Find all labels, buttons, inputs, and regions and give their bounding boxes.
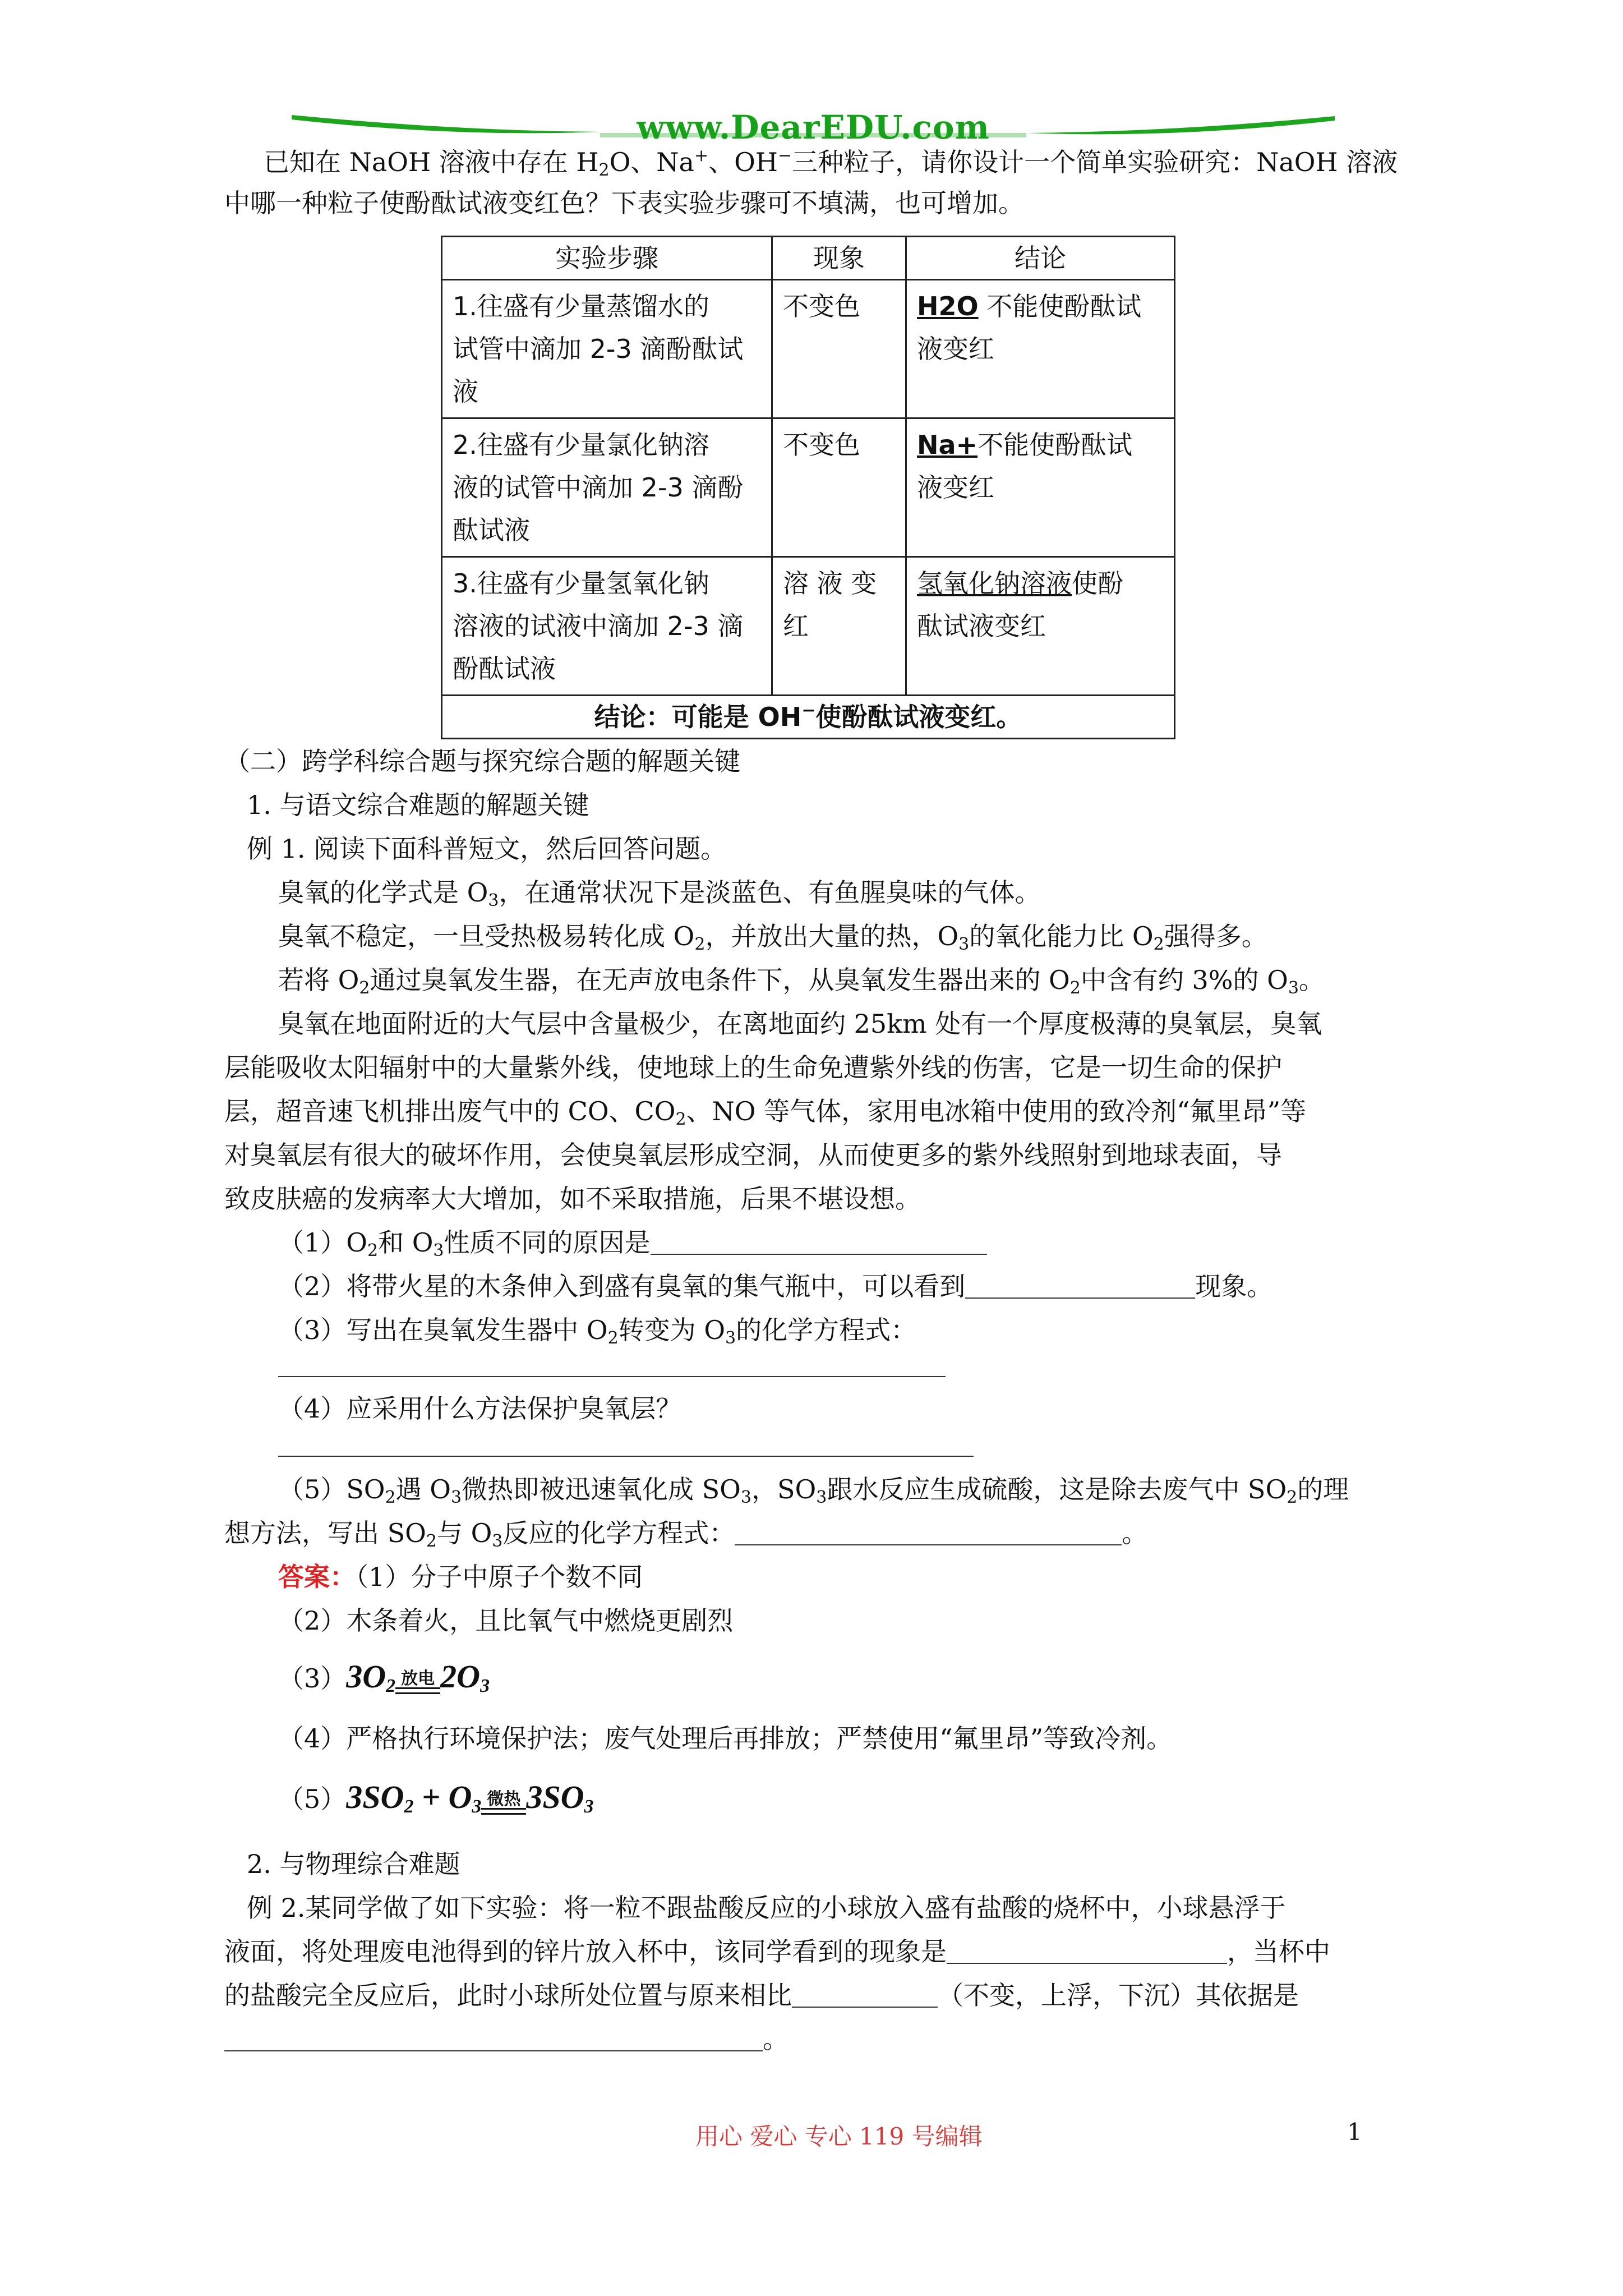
question-4-blank-line xyxy=(278,1428,974,1461)
header-steps: 实验步骤 xyxy=(442,237,772,280)
answer-blank[interactable] xyxy=(651,1229,987,1255)
answer-4: （4）严格执行环境保护法；废气处理后再排放；严禁使用“氟里昂”等致冷剂。 xyxy=(278,1723,1173,1754)
paragraph-3: 若将 $O_2$通过臭氧发生器，在无声放电条件下，从臭氧发生器出来的 $O_2$中含有约 3%的 $O_3$。 xyxy=(278,965,1325,998)
example-2-line-2: 液面，将处理废电池得到的锌片放入杯中，该同学看到的现象是 ，当杯中 xyxy=(224,1936,1330,1967)
question-3: （3）写出在臭氧发生器中 $O_2$转变为 $O_3$的化学方程式： xyxy=(278,1315,917,1348)
step-cell: 3.往盛有少量氢氧化钠 溶液的试液中滴加 2-3 滴 酚酞试液 xyxy=(442,557,772,696)
site-header xyxy=(286,104,1340,149)
example-2-line-4: 。 xyxy=(224,2023,789,2055)
question-2: （2）将带火星的木条伸入到盛有臭氧的集气瓶中，可以看到 现象。 xyxy=(278,1271,1273,1301)
page-footer: 用心 爱心 专心 119 号编辑 xyxy=(695,2123,983,2150)
step-cell: 2.往盛有少量氯化钠溶 液的试管中滴加 2-3 滴酚 酞试液 xyxy=(442,418,772,557)
table-header-row xyxy=(442,237,1175,280)
paragraph-4-line-1: 臭氧在地面附近的大气层中含量极少，在离地面约 25km 处有一个厚度极薄的臭氧层，臭氧 xyxy=(278,1009,1322,1039)
example-1-title: 例 1. 阅读下面科普短文，然后回答问题。 xyxy=(247,834,727,864)
table-row xyxy=(442,557,1175,696)
conclusion-cell: 氢氧化钠溶液使酚 酞试液变红 xyxy=(906,557,1175,696)
answer-5-equation: $(5)3SO_2 + O_3$ 微热 $3SO_3$ xyxy=(278,1779,594,1817)
question-1: $(1)O_2$和 $O_3$性质不同的原因是 xyxy=(278,1226,987,1259)
table-summary-row xyxy=(442,696,1175,739)
phenomenon-cell: 不变色 xyxy=(772,418,906,557)
answer-blank[interactable] xyxy=(792,1982,938,2008)
paragraph-4-line-2: 层能吸收太阳辐射中的大量紫外线，使地球上的生命免遭紫外线的伤害，它是一切生命的保护 xyxy=(224,1052,1282,1083)
answer-label: 答案： xyxy=(278,1562,356,1592)
conclusion-cell: H2O 不能使酚酞试 液变红 xyxy=(906,280,1175,418)
section-heading: （二）跨学科综合题与探究综合题的解题关键 xyxy=(224,746,740,776)
answer-blank[interactable] xyxy=(224,2026,763,2051)
summary-cell: 结论：可能是 OH−使酚酞试液变红。 xyxy=(442,696,1175,739)
example-2-line-1: 例 2.某同学做了如下实验：将一粒不跟盐酸反应的小球放入盛有盐酸的烧杯中，小球悬浮于 xyxy=(247,1893,1286,1923)
phenomenon-cell: 不变色 xyxy=(772,280,906,418)
header-conclusion: 结论 xyxy=(906,237,1175,280)
answer-3-equation: $(3)3O_2$ 放电 $2O_3$ xyxy=(278,1658,490,1696)
answer-blank[interactable] xyxy=(947,1938,1227,1964)
paragraph-1: 臭氧的化学式是 $O_3$，在通常状况下是淡蓝色、有鱼腥臭味的气体。 xyxy=(278,877,1041,910)
answer-blank[interactable] xyxy=(278,1431,974,1457)
answer-1: 答案：（1）分子中原子个数不同 xyxy=(278,1562,643,1592)
question-5-line-2: 想方法，写出 $SO_2$与 $O_3$反应的化学方程式： 。 xyxy=(224,1518,1148,1551)
question-3-blank-line xyxy=(278,1349,946,1381)
header-phenomenon: 现象 xyxy=(772,237,906,280)
example-2-line-3: 的盐酸完全反应后，此时小球所处位置与原来相比 （不变，上浮，下沉）其依据是 xyxy=(224,1980,1299,2010)
answer-blank[interactable] xyxy=(735,1520,1122,1545)
intro-line-2: 中哪一种粒子使酚酞试液变红色？下表实验步骤可不填满，也可增加。 xyxy=(224,188,1024,218)
phenomenon-cell: 溶 液 变 红 xyxy=(772,557,906,696)
experiment-table xyxy=(441,236,1175,739)
conclusion-cell: Na+不能使酚酞试 液变红 xyxy=(906,418,1175,557)
site-logo-text[interactable]: www.DearEDU.com xyxy=(637,108,990,146)
table-row xyxy=(442,280,1175,418)
answer-blank[interactable] xyxy=(278,1351,946,1377)
answer-2: （2）木条着火，且比氧气中燃烧更剧烈 xyxy=(278,1605,734,1636)
table-row xyxy=(442,418,1175,557)
subsection-heading: 2. 与物理综合难题 xyxy=(247,1849,460,1879)
paragraph-4-line-4: 对臭氧层有很大的破坏作用，会使臭氧层形成空洞，从而使更多的紫外线照射到地球表面，导 xyxy=(224,1140,1282,1170)
paragraph-2: 臭氧不稳定，一旦受热极易转化成 $O_2$，并放出大量的热，$O_3$的氧化能力比 $O_2$强得多。 xyxy=(278,921,1267,954)
step-cell: 1.往盛有少量蒸馏水的 试管中滴加 2-3 滴酚酞试 液 xyxy=(442,280,772,418)
question-4: （4）应采用什么方法保护臭氧层？ xyxy=(278,1393,682,1424)
page-number: 1 xyxy=(1347,2118,1362,2146)
subsection-heading: 1. 与语文综合难题的解题关键 xyxy=(247,790,589,820)
answer-blank[interactable] xyxy=(965,1273,1195,1299)
question-5-line-1: $(5)SO_2$遇 $O_3$微热即被迅速氧化成 $SO_3$，$SO_3$跟水反应生成硫酸，这是除去废气中 $SO_2$的理 xyxy=(278,1474,1349,1507)
paragraph-4-line-3: 层，超音速飞机排出废气中的 CO、$CO_2$、NO 等气体，家用电冰箱中使用的致冷剂“氟里昂”等 xyxy=(224,1096,1307,1129)
intro-line-1: 已知在 NaOH 溶液中存在 $H_2O$、Na+、OH−三种粒子，请你设计一个简单实验研究：NaOH 溶液 xyxy=(264,146,1398,180)
paragraph-4-line-5: 致皮肤癌的发病率大大增加，如不采取措施，后果不堪设想。 xyxy=(224,1184,921,1214)
